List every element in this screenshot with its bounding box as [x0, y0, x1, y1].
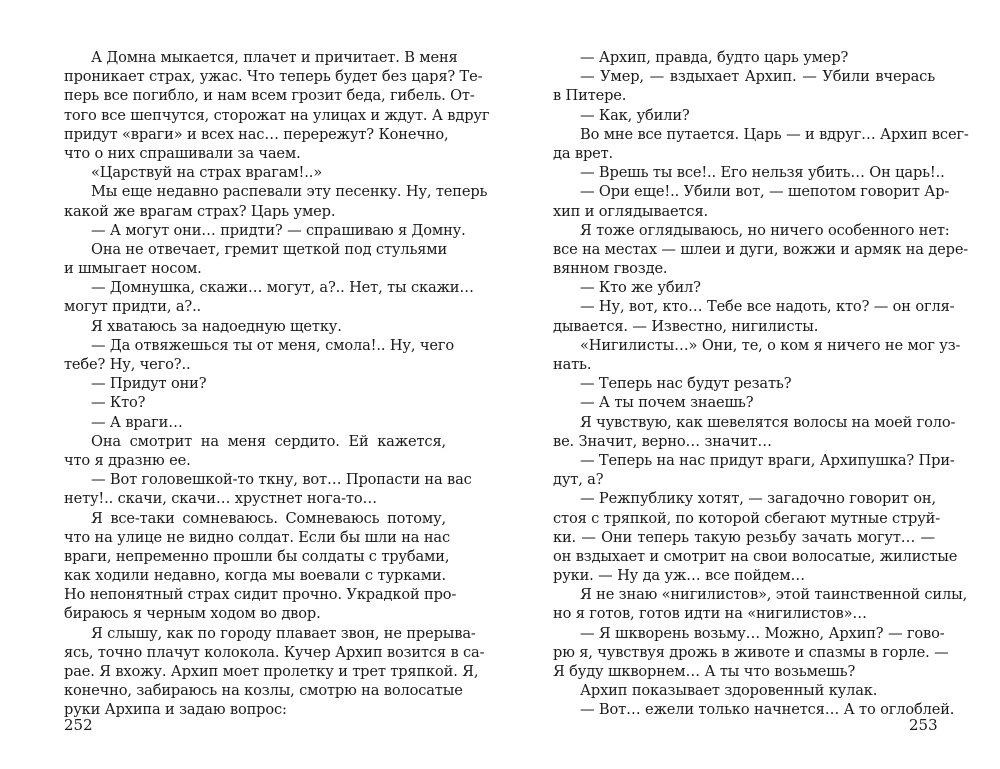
text-line: проникает страх, ужас. Что теперь будет без царя? Те- — [64, 68, 483, 86]
text-line: того все шепчутся, сторожат на улицах и ждут. А вдруг — [64, 106, 490, 124]
text-line: ве. Значит, верно… значит… — [553, 432, 772, 450]
right-page — [553, 48, 969, 720]
text-line: да врет. — [553, 144, 614, 162]
text-line: и шмыгает носом. — [64, 260, 202, 278]
right-page-text — [553, 48, 969, 720]
text-line: нать. — [553, 356, 592, 373]
right-page-number: 253 — [909, 716, 938, 734]
text-line: дывается. — Известно, нигилисты. — [553, 317, 819, 335]
text-line: — А враги… — [91, 413, 183, 431]
text-line: Я хватаюсь за надоедную щетку. — [91, 317, 342, 335]
text-line: — Домнушка, скажи… могут, а?.. Нет, ты скажи… — [91, 279, 474, 297]
text-line: но я готов, готов идти на «нигилистов»… — [553, 605, 867, 623]
text-line: — Кто? — [91, 394, 146, 412]
text-line: — А ты почем знаешь? — [580, 394, 754, 412]
text-line: — Как, убили? — [580, 106, 690, 124]
text-line: могут придти, а?.. — [64, 298, 202, 316]
text-line: как ходили недавно, когда мы воевали с турками. — [64, 567, 446, 585]
text-line: Я не знаю «нигилистов», этой таинственной силы, — [580, 586, 968, 604]
text-line: что на улице не видно солдат. Если бы шли на нас — [64, 528, 450, 546]
text-line: — Придут они? — [91, 375, 207, 393]
text-line: «Нигилисты…» Они, те, о ком я ничего не мог уз- — [580, 336, 961, 354]
text-line: — Я шкворень возьму… Можно, Архип? — гово- — [580, 624, 945, 642]
text-line: нету!.. скачи, скачи… хрустнет нога-то… — [64, 490, 377, 508]
text-line: Я все-таки сомневаюсь. Сомневаюсь потому, — [91, 509, 446, 527]
text-line: Она смотрит на меня сердито. Ей кажется, — [91, 432, 446, 450]
text-line: — Да отвяжешься ты от меня, смола!.. Ну, чего — [91, 336, 454, 354]
text-line: — Теперь на нас придут враги, Архипушка? При- — [580, 451, 955, 469]
text-line: дут, а? — [553, 471, 604, 489]
text-line: ки. — Они теперь такую резьбу зачать могут… — — [553, 528, 935, 546]
text-line: бираюсь я черным ходом во двор. — [64, 605, 321, 623]
text-line: Я тоже оглядываюсь, но ничего особенного нет: — [580, 221, 950, 239]
text-line: хип и оглядывается. — [553, 202, 708, 220]
text-line: стоя с тряпкой, по которой сбегают мутные струй- — [553, 509, 940, 527]
text-line: Архип показывает здоровенный кулак. — [580, 682, 878, 700]
text-line: — Вот головешкой-то ткну, вот… Пропасти на вас — [91, 471, 472, 489]
text-line: руки. — Ну да уж… все пойдем… — [553, 567, 805, 585]
text-line: Я чувствую, как шевелятся волосы на моей голо- — [580, 413, 956, 431]
text-line: Я слышу, как по городу плавает звон, не прерыва- — [91, 624, 476, 642]
text-line: — Врешь ты все!.. Его нельзя убить… Он царь!.. — [580, 164, 945, 182]
text-line: А Домна мыкается, плачет и причитает. В меня — [91, 49, 458, 66]
text-line: «Царствуй на страх врагам!..» — [91, 164, 323, 182]
text-line: что о них спрашивали за чаем. — [64, 144, 301, 162]
text-line: — Режпублику хотят, — загадочно говорит он, — [580, 490, 936, 508]
text-line: — Умер, — вздыхает Архип. — Убили вчерась — [580, 68, 935, 86]
text-line: Мы еще недавно распевали эту песенку. Ну, теперь — [91, 183, 488, 201]
text-line: перь все погибло, и нам всем грозит беда, гибель. От- — [64, 87, 475, 105]
text-line: — Ори еще!.. Убили вот, — шепотом говорит Ар- — [580, 183, 950, 201]
text-line: рю я, чувствуя дрожь в животе и спазмы в горле. — — [553, 643, 949, 661]
text-line: конечно, забираюсь на козлы, смотрю на волосатые — [64, 682, 463, 700]
text-line: в Питере. — [553, 87, 627, 105]
text-line: — Кто же убил? — [580, 279, 701, 297]
text-line: вянном гвозде. — [553, 260, 668, 278]
left-page-number: 252 — [64, 716, 93, 734]
text-line: Во мне все путается. Царь — и вдруг… Архип всег- — [580, 125, 969, 143]
left-page-text — [64, 48, 490, 720]
text-line: ясь, точно плачут колокола. Кучер Архип возится в са- — [64, 643, 485, 661]
text-line: — Ну, вот, кто… Тебе все надоть, кто? — он огля- — [580, 298, 955, 316]
text-line: какой же врагам страх? Царь умер. — [64, 202, 336, 220]
text-line: — Теперь нас будут резать? — [580, 375, 792, 393]
text-line: Она не отвечает, гремит щеткой под стульями — [91, 240, 448, 258]
text-line: — Вот… ежели только начнется… А то оглоблей. — [580, 701, 955, 719]
text-line: враги, непременно прошли бы солдаты с трубами, — [64, 547, 450, 565]
text-line: рае. Я вхожу. Архип моет пролетку и трет тряпкой. Я, — [64, 663, 479, 680]
text-line: — Архип, правда, будто царь умер? — [580, 49, 849, 66]
text-line: Но непонятный страх сидит прочно. Украдкой про- — [64, 586, 457, 604]
left-page — [64, 48, 490, 720]
text-line: руки Архипа и задаю вопрос: — [64, 701, 287, 719]
text-line: — А могут они… придти? — спрашиваю я Домну. — [91, 221, 466, 239]
text-line: Я буду шкворнем… А ты что возьмешь? — [553, 663, 856, 680]
text-line: все на местах — шлеи и дуги, вожжи и армяк на дере- — [553, 240, 969, 258]
text-line: он вздыхает и смотрит на свои волосатые, жилистые — [553, 547, 958, 565]
text-line: что я дразню ее. — [64, 451, 191, 469]
text-line: придут «враги» и всех нас… перережут? Конечно, — [64, 125, 449, 143]
text-line: тебе? Ну, чего?.. — [64, 356, 191, 373]
